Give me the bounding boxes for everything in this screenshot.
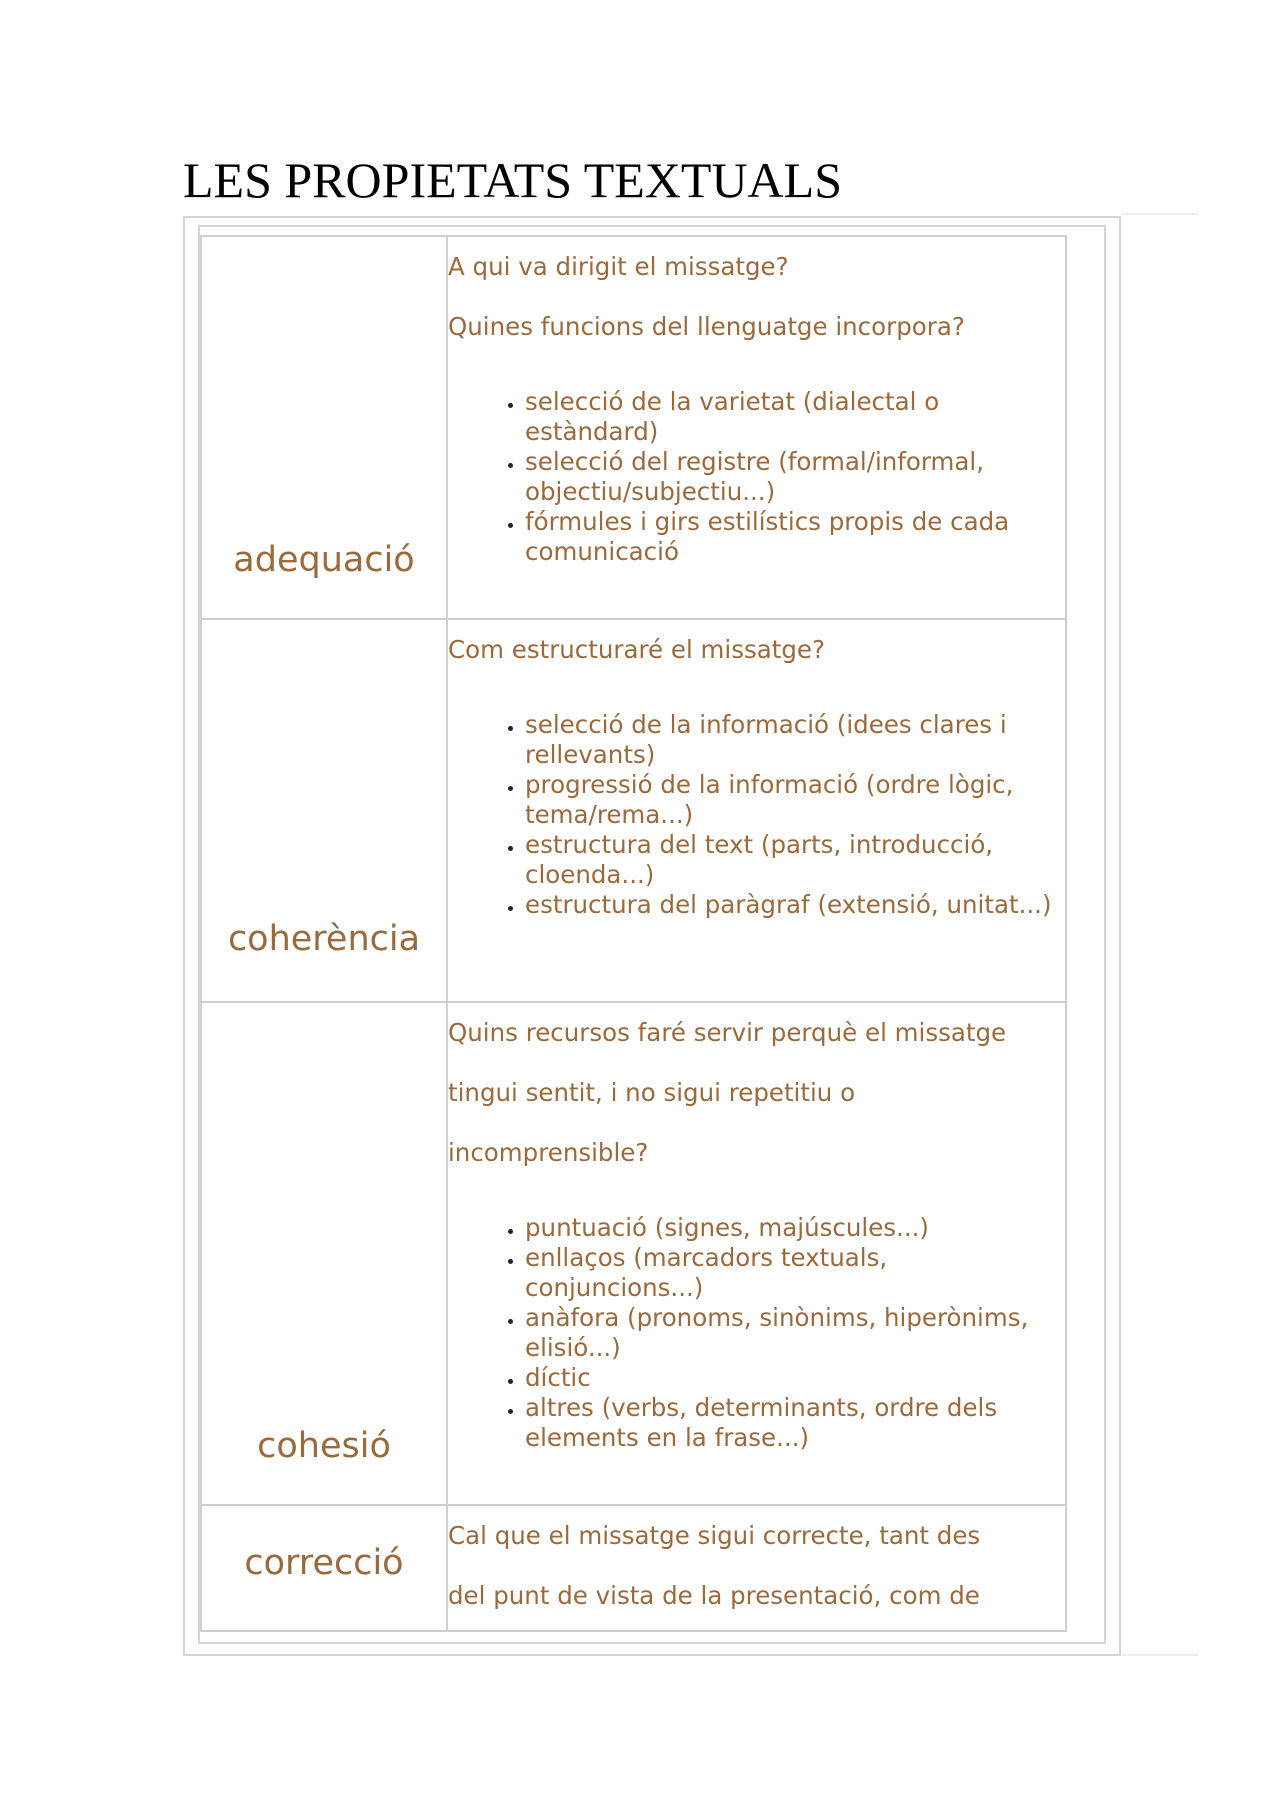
list-item: • estructura del text (parts, introducció, cloenda...): [525, 830, 1065, 890]
question-text: A qui va dirigit el missatge?: [448, 252, 789, 281]
term-label: cohesió: [257, 1426, 391, 1466]
term-label: correcció: [244, 1543, 404, 1583]
term-cell: [201, 1002, 447, 1505]
term-cell: [201, 619, 447, 1002]
description-cell: [447, 1002, 1066, 1505]
list-item: • fórmules i girs estilístics propis de cada comunicació: [525, 507, 1065, 567]
term-cell: [201, 1505, 447, 1631]
table-row: [201, 1002, 1066, 1505]
question-text: tingui sentit, i no sigui repetitiu o: [448, 1078, 856, 1107]
list-item: • selecció de la informació (idees clares i rellevants): [525, 710, 1065, 770]
list-item: • puntuació (signes, majúscules...): [525, 1213, 1065, 1243]
description-cell: [447, 619, 1066, 1002]
bullet-list: [448, 710, 1065, 920]
description-cell: [447, 1505, 1066, 1631]
list-item: • díctic: [525, 1363, 1065, 1393]
list-item: • estructura del paràgraf (extensió, unitat...): [525, 890, 1065, 920]
table-row: [201, 1505, 1066, 1631]
question-text: incomprensible?: [448, 1138, 649, 1167]
term-cell: [201, 236, 447, 619]
question-text: del punt de vista de la presentació, com de: [448, 1581, 980, 1610]
list-item: • enllaços (marcadors textuals, conjuncions...): [525, 1243, 1065, 1303]
term-label: adequació: [233, 540, 415, 580]
list-item: • selecció del registre (formal/informal, objectiu/subjectiu...): [525, 447, 1065, 507]
frame-rule-top: [1121, 213, 1199, 215]
frame-rule-bottom: [1121, 1654, 1199, 1656]
list-item: • selecció de la varietat (dialectal o estàndard): [525, 387, 1065, 447]
page-title: LES PROPIETATS TEXTUALS: [183, 152, 843, 208]
question-text: Quines funcions del llenguatge incorpora?: [448, 312, 965, 341]
question-text: Com estructuraré el missatge?: [448, 635, 825, 664]
table-row: [201, 236, 1066, 619]
bullet-list: [448, 387, 1065, 567]
list-item: • progressió de la informació (ordre lògic, tema/rema...): [525, 770, 1065, 830]
description-cell: [447, 236, 1066, 619]
properties-table: [200, 235, 1067, 1632]
bullet-list: [448, 1213, 1065, 1453]
list-item: • altres (verbs, determinants, ordre dels elements en la frase...): [525, 1393, 1065, 1453]
list-item: • anàfora (pronoms, sinònims, hiperònims, elisió...): [525, 1303, 1065, 1363]
term-label: coherència: [227, 919, 421, 959]
question-text: Cal que el missatge sigui correcte, tant des: [448, 1521, 981, 1550]
question-text: Quins recursos faré servir perquè el missatge: [448, 1018, 1007, 1047]
table-row: [201, 619, 1066, 1002]
